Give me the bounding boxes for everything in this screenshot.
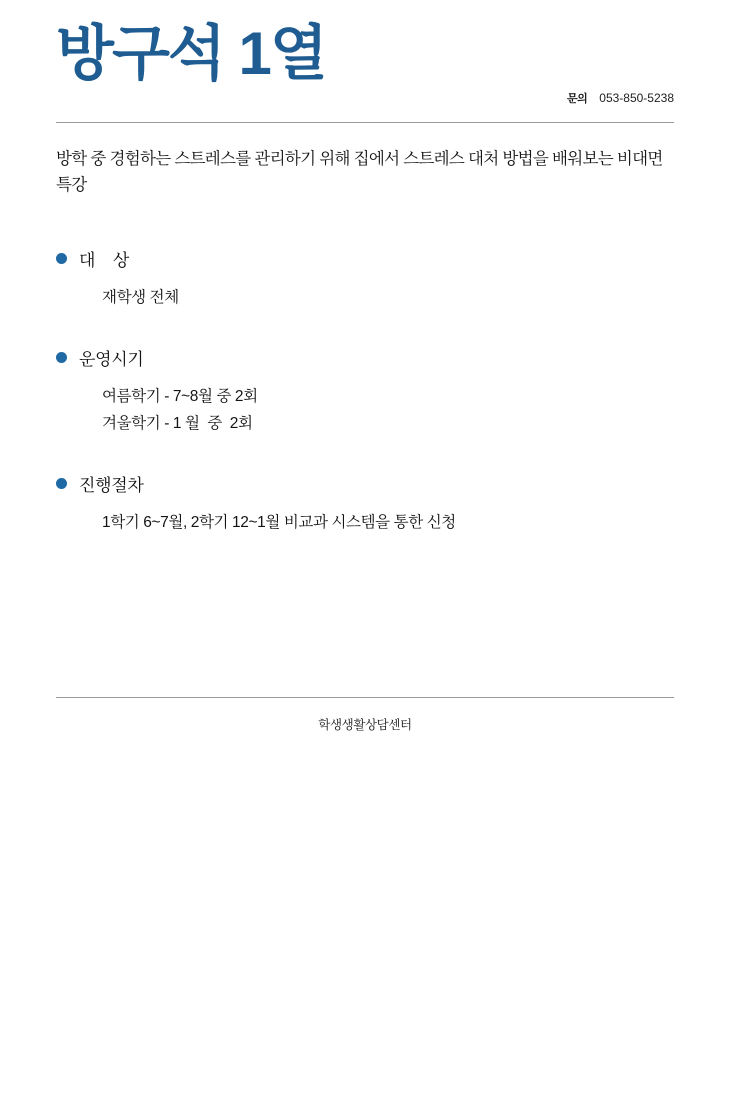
section-line: 여름학기 - 7~8월 중 2회 <box>102 388 258 406</box>
section-title: 운영시기 <box>79 350 144 370</box>
section-body <box>56 285 674 311</box>
contact-label: 문의 <box>567 93 588 105</box>
bullet-icon <box>56 352 67 363</box>
section-body <box>56 384 674 437</box>
footer <box>56 697 674 733</box>
section-list <box>56 246 674 536</box>
section-target <box>56 246 674 311</box>
section-line: 1학기 6~7월, 2학기 12~1월 비교과 시스템을 통한 신청 <box>102 514 456 532</box>
section-body <box>56 510 674 536</box>
section-header <box>56 246 674 271</box>
section-line: 겨울학기 - 1 월 중 2회 <box>102 414 253 432</box>
section-line: 재학생 전체 <box>102 289 179 307</box>
section-title: 대 상 <box>79 251 129 271</box>
bullet-icon <box>56 478 67 489</box>
bullet-icon <box>56 253 67 264</box>
footer-organization: 학생생활상담센터 <box>318 718 412 732</box>
page-title: 방구석 1열 <box>56 20 326 87</box>
section-header <box>56 345 674 370</box>
section-schedule <box>56 345 674 437</box>
contact-phone-number: 053-850-5238 <box>599 91 674 105</box>
header-divider <box>56 122 674 123</box>
section-procedure <box>56 471 674 536</box>
section-title: 진행절차 <box>79 476 144 496</box>
footer-divider <box>56 697 674 698</box>
contact-info <box>567 90 674 106</box>
header <box>56 0 674 120</box>
intro-paragraph: 방학 중 경험하는 스트레스를 관리하기 위해 집에서 스트레스 대처 방법을 배워보는 비대면 특강 <box>56 150 663 194</box>
section-header <box>56 471 674 496</box>
